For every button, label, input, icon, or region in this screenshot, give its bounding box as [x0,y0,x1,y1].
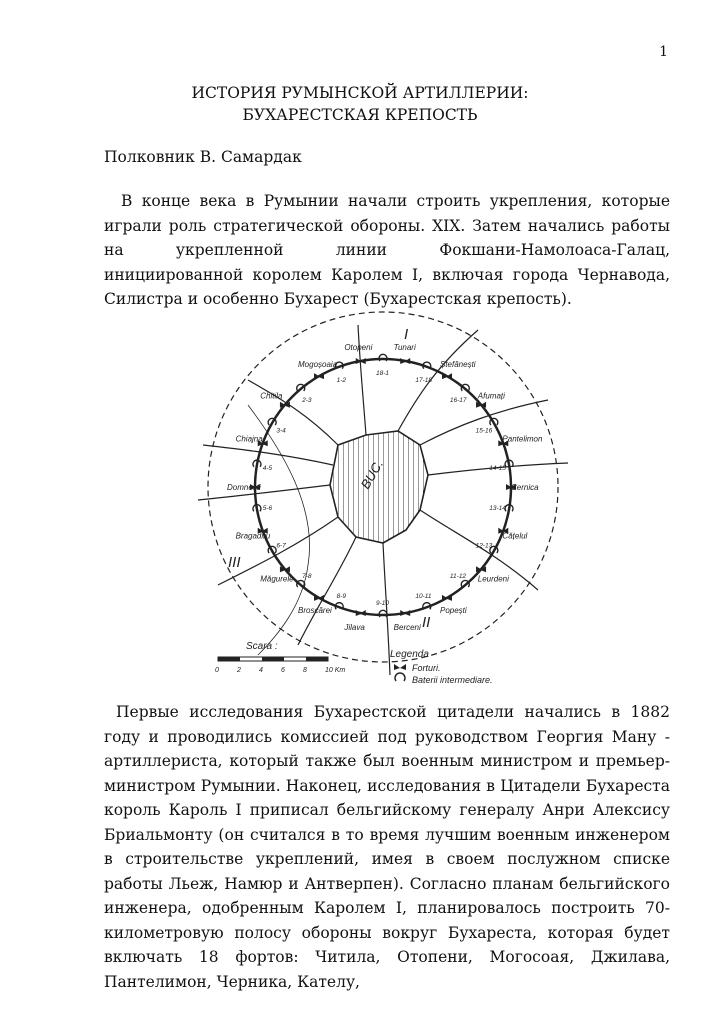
battery-label: 15-16 [475,427,493,435]
battery-label: 2-3 [302,396,312,404]
road [203,445,333,465]
battery-label: 4-5 [262,465,273,473]
center-label: BUC. [357,457,387,492]
fortress-map [188,305,578,697]
fort-marker-icon [356,610,366,616]
fort-label: Chitila [260,391,283,401]
fort-marker-icon [442,595,452,601]
title-line-2: БУХАРЕСТСКАЯ КРЕПОСТЬ [242,106,478,124]
scale-tick-label: 8 [303,667,307,674]
road [383,543,390,675]
scale-label: Scara : [246,641,278,652]
author: Полковник В. Самардак [104,148,302,166]
page-title [0,82,720,126]
battery-label: 9-10 [376,600,390,607]
fort-label: Leurdeni [477,574,509,584]
legend [390,649,493,685]
battery-label: 12-13 [475,542,493,550]
fort-label: Popești [440,605,467,615]
fort-label: Jilava [344,622,365,632]
city-outline [330,431,428,543]
road [198,485,330,500]
fort-label: Domnești [227,483,261,492]
legend-title: Legenda [390,649,429,660]
page-number: 1 [659,44,668,60]
fort-marker-icon [400,358,410,364]
battery-label: 16-17 [449,396,467,404]
sector-label-1: I [404,326,409,343]
scale-tick-label: 4 [259,667,263,674]
battery-label: 1-2 [336,376,347,384]
battery-label: 7-8 [302,573,312,581]
fort-label: Ștefănești [440,360,476,370]
road [358,325,366,435]
scale-tick-label: 10 Km [325,667,346,674]
fort-label: Cățelul [502,531,528,541]
battery-label: 18-1 [376,370,390,377]
battery-label: 6-7 [276,542,286,550]
battery-label: 10-11 [415,593,432,601]
fort-marker-icon [400,610,410,616]
scale-bar [215,641,345,674]
fort-symbol-icon [394,664,406,670]
fort-marker-icon [314,595,324,601]
fort-label: Bragadiru [235,531,271,541]
scale-tick-label: 6 [281,667,285,674]
fort-label: Cernica [511,483,539,492]
battery-label: 11-12 [449,573,467,581]
sector-label-3: III [228,554,241,571]
battery-label: 5-6 [262,504,273,512]
battery-label: 14-15 [489,465,506,473]
fort-label: Broscărei [298,605,332,615]
paragraph-2: Первые исследования Бухарестской цитадели начались в 1882 году и проводились комиссией под руководством Георгия Ману - артиллериста, который также был военным министром и премьер-министром Румынии. Наконец, исследования в Цитадели Бухареста король Кароль I приписал бельгийскому генералу Анри Алексису Бриальмонту (он считался в то время лучшим военным инженером в строительстве укреплений, имея в своем послужном списке работы Льеж, Намюр и Антверпен). Согласно планам бельгийского инженера, одобренным Каролем I, планировалось построить 70-километровую полосу обороны вокруг Бухареста, которая будет включать 18 фортов: Читила, Отопени, Могосоая, Джилава, Пантелимон, Черника, Кателу, [104,703,670,991]
battery-label: 13-14 [489,504,506,512]
fort-label: Măgurele [260,574,294,584]
fort-label: Afumați [477,391,505,401]
title-line-1: ИСТОРИЯ РУМЫНСКОЙ АРТИЛЛЕРИИ: [191,84,529,102]
battery-label: 8-9 [336,593,347,601]
fort-label: Otopeni [344,343,373,353]
legend-batteries: Baterii intermediare. [412,675,493,685]
fort-marker-icon [280,566,290,572]
fort-marker-icon [476,566,486,572]
fort-label: Chiajna [235,434,263,444]
fort-label: Pantelimon [502,434,543,444]
paragraph-1: В конце века в Румынии начали строить укрепления, которые играли роль стратегической обороны. XIX. Затем начались работы на укрепленной линии Фокшани-Намолоаса-Галац, инициированной королем Каролем I, включая города Чернавода, Силистра и особенно Бухарест (Бухарестская крепость). [104,192,670,308]
battery-label: 17-18 [415,376,432,384]
fort-label: Tunari [393,343,416,353]
battery-symbol-icon [395,673,405,681]
fort-label: Berceni [393,622,421,632]
scale-tick-label: 2 [237,667,241,674]
scale-tick-label: 0 [215,667,219,674]
battery-label: 3-4 [276,427,286,435]
sector-label-2: II [422,614,431,631]
legend-forts: Forturi. [412,663,441,673]
fort-label: Mogoșoaia [298,360,338,370]
